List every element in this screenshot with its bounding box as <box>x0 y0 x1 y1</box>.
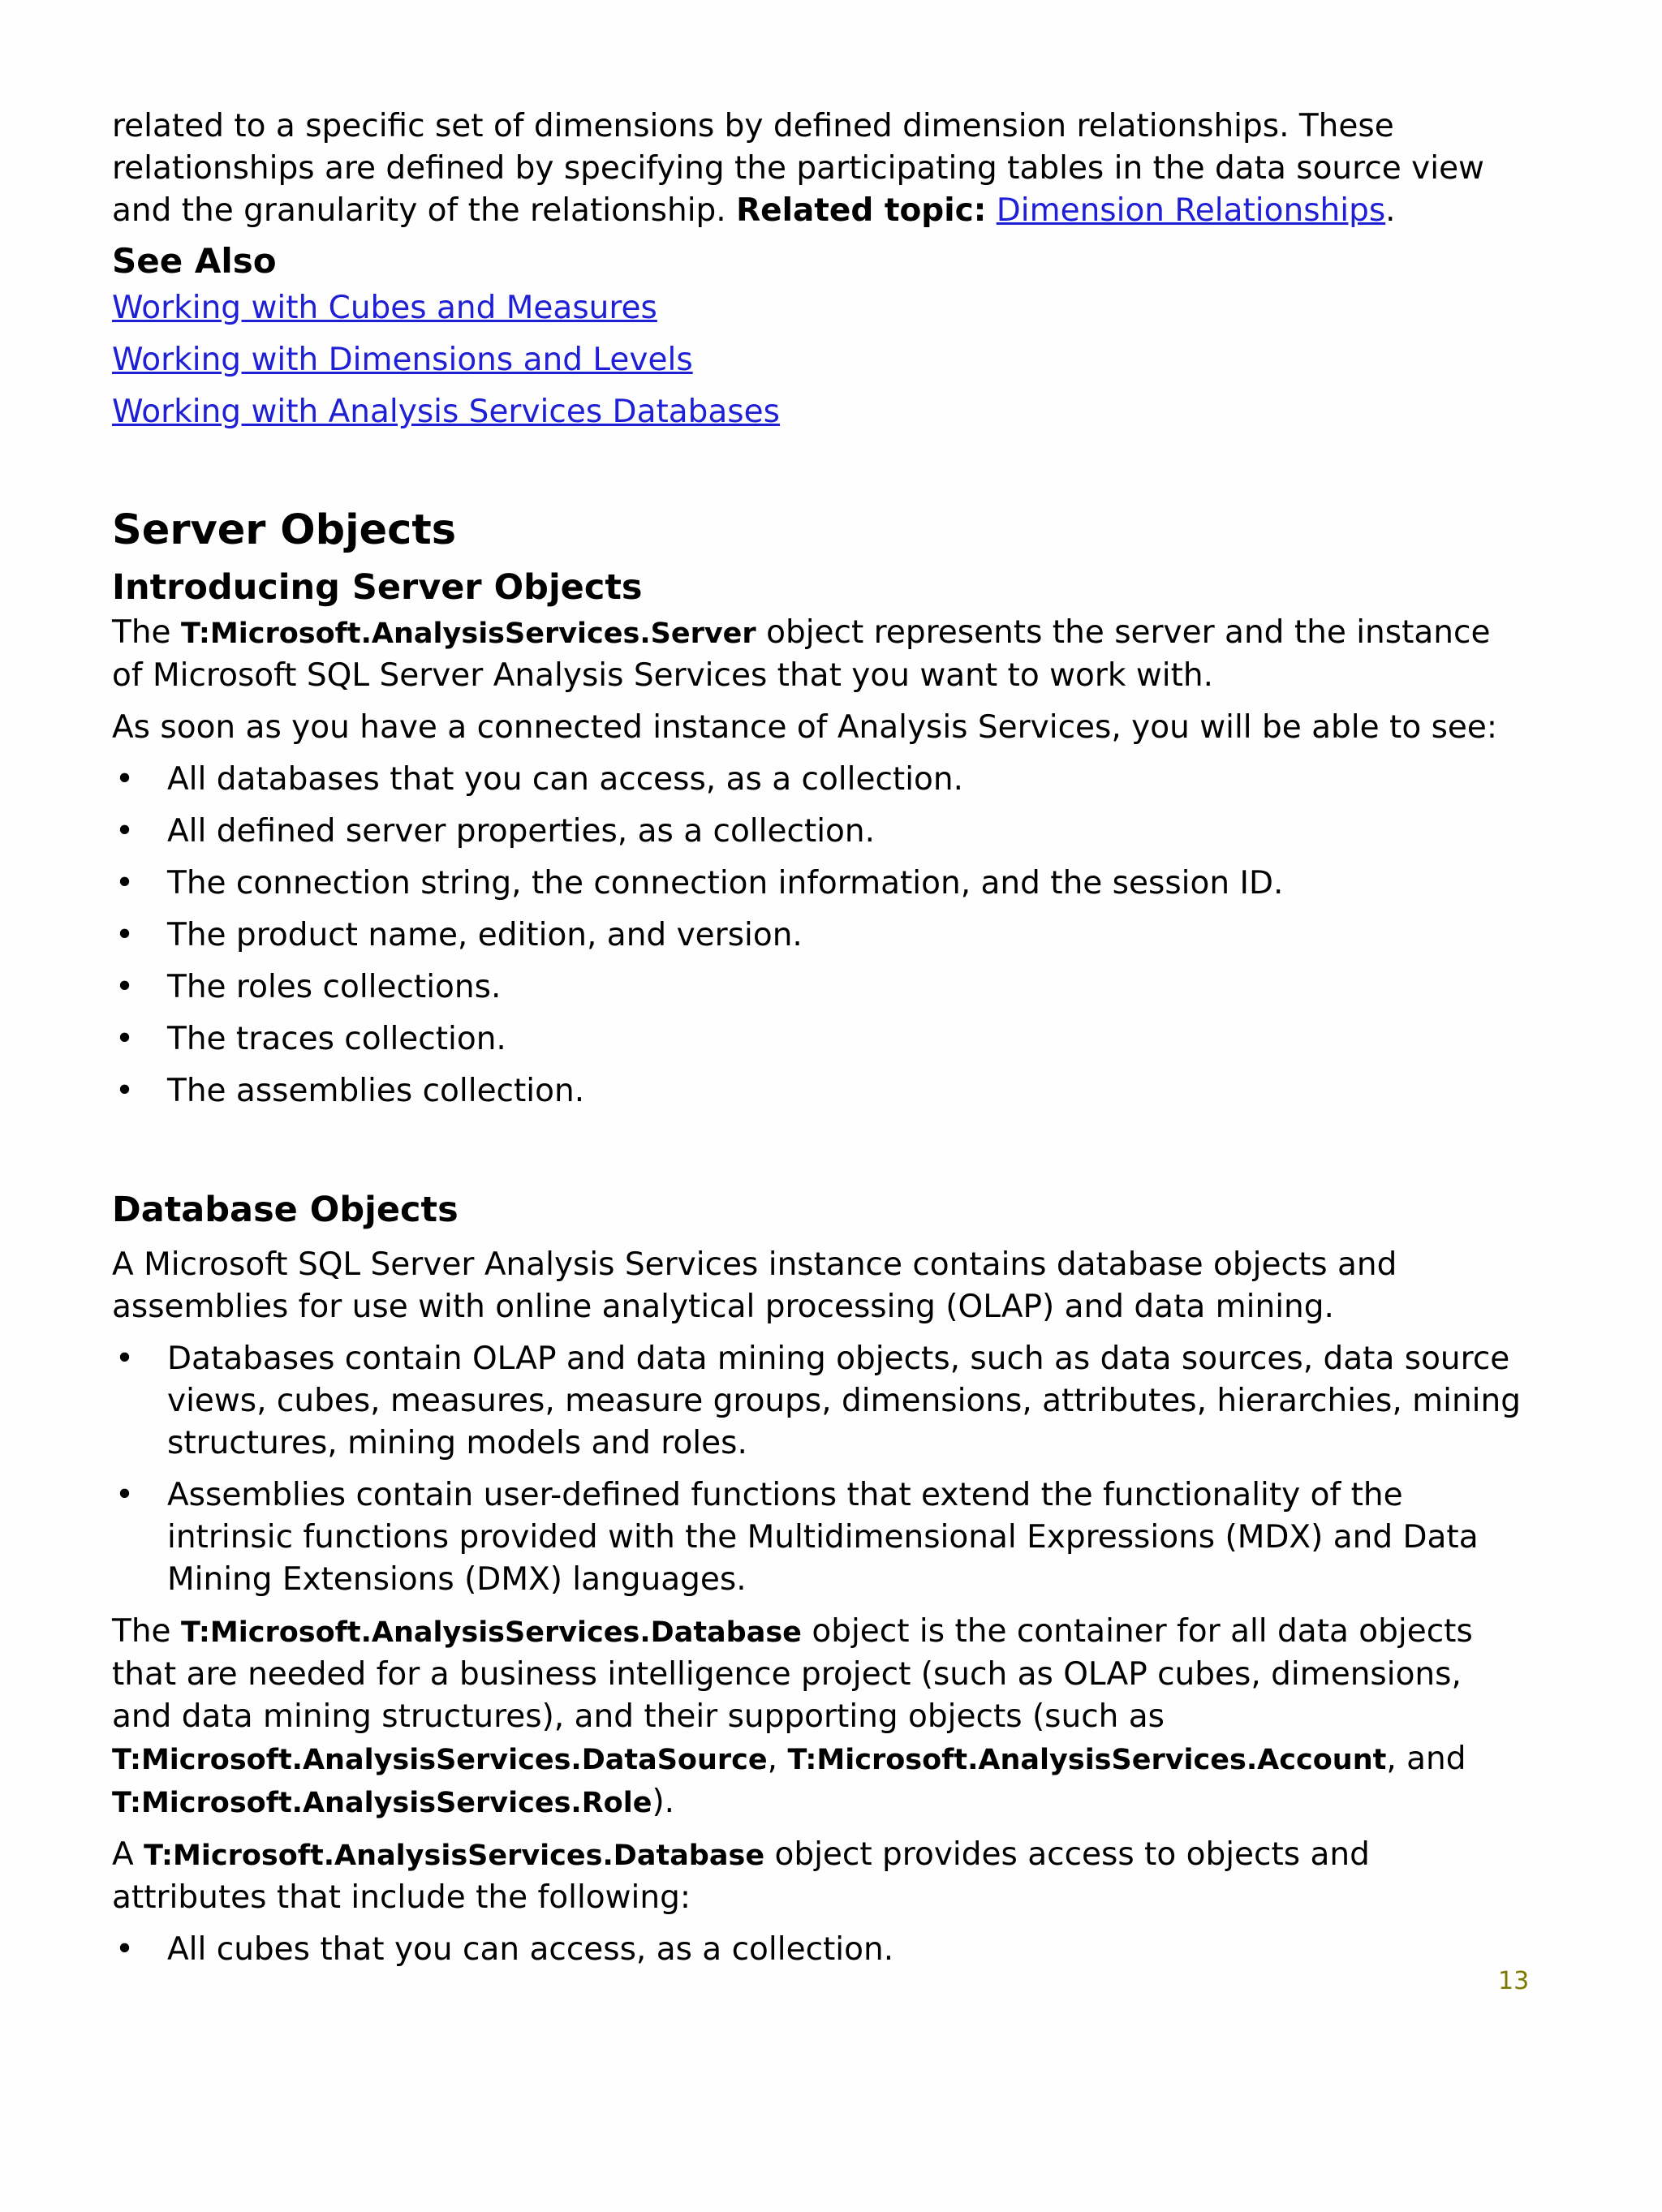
database-contents-list <box>112 1338 1524 1601</box>
list-item-text: The product name, edition, and version. <box>167 917 803 953</box>
bullet-glyph: • <box>115 761 135 798</box>
link-analysis-databases[interactable]: Working with Analysis Services Databases <box>112 394 780 430</box>
server-capabilities-list <box>112 759 1524 1112</box>
dimension-relationships-link[interactable]: Dimension Relationships <box>996 192 1386 229</box>
server-paragraph-2: As soon as you have a connected instance of Analysis Services, you will be able to see: <box>112 709 1498 746</box>
server-p1-suffix: object represents the server and the instance of Microsoft SQL Server Analysis Services that you want to work with. <box>112 614 1491 694</box>
db-p2-prefix: The <box>112 1613 171 1650</box>
list-item-text: All databases that you can access, as a collection. <box>167 761 964 798</box>
list-item-text: The connection string, the connection information, and the session ID. <box>167 865 1284 902</box>
database-paragraph-3 <box>112 1834 1524 1919</box>
db-p2-mid: object is the container for all data objects that are needed for a business intelligence project (such as OLAP cubes, dimensions, and data mining structures), and their supporting objects (such as <box>112 1613 1473 1735</box>
list-item <box>112 914 1524 957</box>
bullet-glyph: • <box>115 1477 135 1513</box>
list-item-text: Assemblies contain user-defined functions that extend the functionality of the intrinsic functions provided with the Multidimensional Expressions (MDX) and Data Mining Extensions (DMX) languages. <box>167 1477 1479 1598</box>
list-item <box>112 966 1524 1009</box>
list-item <box>112 863 1524 905</box>
account-class-name: T:Microsoft.AnalysisServices.Account <box>787 1744 1387 1776</box>
db-p2-comma: , <box>767 1741 778 1777</box>
bullet-glyph: • <box>115 865 135 902</box>
document-page <box>112 105 1524 1971</box>
list-item <box>112 811 1524 853</box>
intro-text: related to a specific set of dimensions by defined dimension relationships. These relationships are defined by specifying the participating tables in the data source view and the granularity of the relationship. <box>112 108 1484 229</box>
bullet-glyph: • <box>115 813 135 850</box>
bullet-glyph: • <box>115 1073 135 1109</box>
server-objects-heading: Server Objects <box>112 506 457 554</box>
link-cubes-measures[interactable]: Working with Cubes and Measures <box>112 290 657 326</box>
bullet-glyph: • <box>115 1021 135 1057</box>
list-item <box>112 759 1524 801</box>
link-dimensions-levels[interactable]: Working with Dimensions and Levels <box>112 342 693 378</box>
list-item <box>112 1070 1524 1112</box>
db-p2-and: , and <box>1386 1741 1466 1777</box>
page-number: 13 <box>1498 1967 1530 1995</box>
list-item-text: All cubes that you can access, as a collection. <box>167 1931 894 1968</box>
intro-paragraph <box>112 105 1524 232</box>
related-topic-label: Related topic: <box>736 192 987 229</box>
db-p3-suffix: object provides access to objects and attributes that include the following: <box>112 1836 1370 1916</box>
bullet-glyph: • <box>115 969 135 1005</box>
database-paragraph-1: A Microsoft SQL Server Analysis Services instance contains database objects and assemblies for use with online analytical processing (OLAP) and data mining. <box>112 1246 1397 1325</box>
bullet-glyph: • <box>115 1931 135 1968</box>
db-p3-prefix: A <box>112 1836 134 1873</box>
role-class-name: T:Microsoft.AnalysisServices.Role <box>112 1787 652 1819</box>
bullet-glyph: • <box>115 917 135 953</box>
list-item <box>112 1929 1524 1971</box>
database-paragraph-2 <box>112 1611 1524 1824</box>
database-access-list <box>112 1929 1524 1971</box>
introducing-server-objects-heading: Introducing Server Objects <box>112 567 643 608</box>
list-item-text: Databases contain OLAP and data mining objects, such as data sources, data source views, cubes, measures, measure groups, dimensions, attributes, hierarchies, mining structures, mining models and roles. <box>167 1341 1521 1461</box>
see-also-heading: See Also <box>112 241 277 281</box>
intro-period: . <box>1385 192 1396 229</box>
datasource-class-name: T:Microsoft.AnalysisServices.DataSource <box>112 1744 768 1776</box>
bullet-glyph: • <box>115 1341 135 1377</box>
list-item-text: The traces collection. <box>167 1021 506 1057</box>
list-item-text: The roles collections. <box>167 969 502 1005</box>
db-p2-end: ). <box>652 1784 675 1820</box>
database-class-name-2: T:Microsoft.AnalysisServices.Database <box>144 1840 765 1872</box>
list-item <box>112 1338 1524 1465</box>
list-item <box>112 1474 1524 1601</box>
database-objects-heading: Database Objects <box>112 1190 459 1230</box>
server-p1-prefix: The <box>112 614 171 651</box>
list-item-text: The assemblies collection. <box>167 1073 585 1109</box>
list-item <box>112 1018 1524 1061</box>
server-paragraph-1 <box>112 612 1524 697</box>
server-class-name: T:Microsoft.AnalysisServices.Server <box>180 618 756 650</box>
list-item-text: All defined server properties, as a collection. <box>167 813 876 850</box>
database-class-name: T:Microsoft.AnalysisServices.Database <box>180 1616 802 1649</box>
